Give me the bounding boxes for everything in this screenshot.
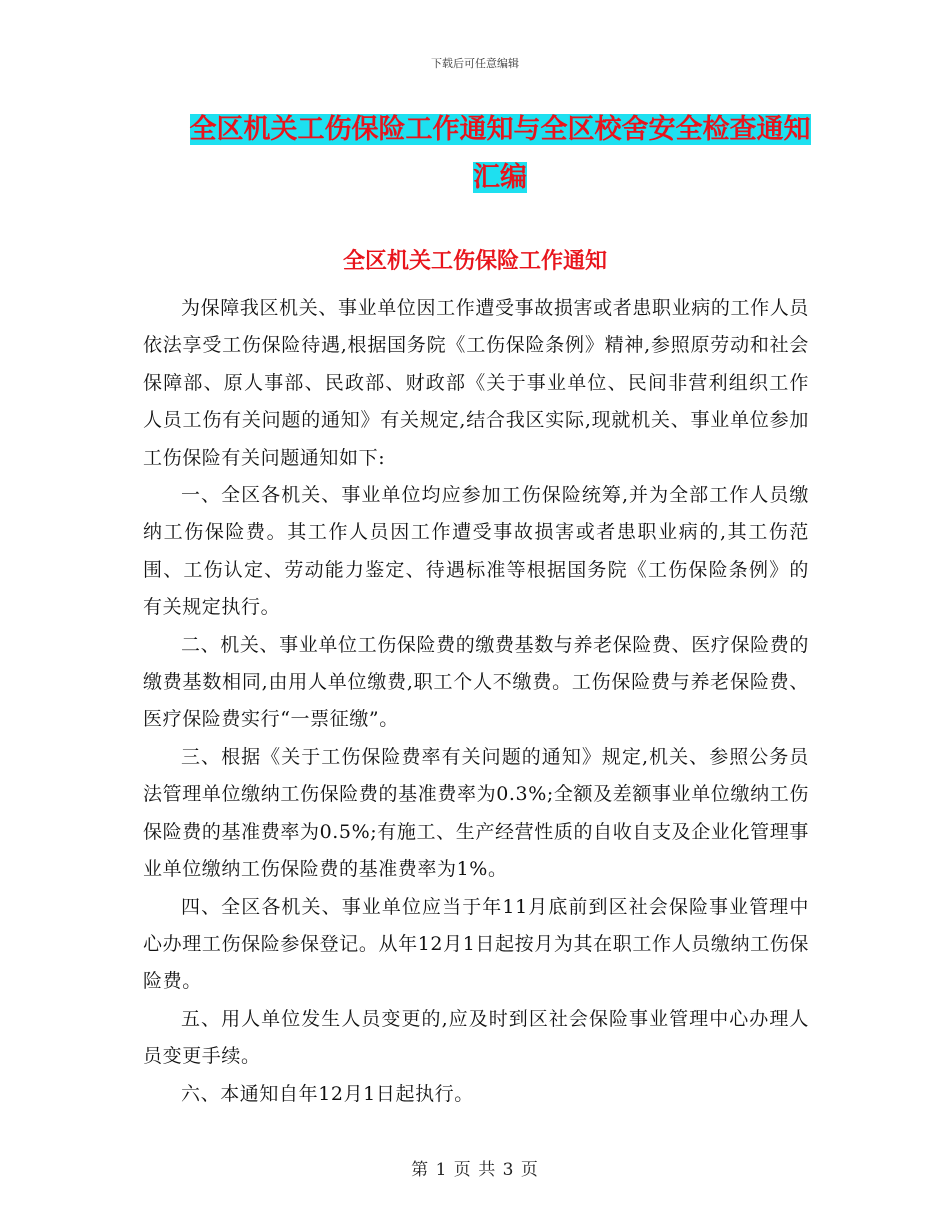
- page-header-note: 下载后可任意编辑: [431, 57, 519, 70]
- paragraph-item-4: 四、全区各机关、事业单位应当于年11月底前到区社会保险事业管理中心办理工伤保险参保登记。从年12月1日起按月为其在职工作人员缴纳工伤保险费。: [143, 895, 809, 993]
- section-title: 全区机关工伤保险工作通知: [342, 249, 607, 274]
- page-number-footer: 第 1 页 共 3 页: [411, 1160, 539, 1180]
- paragraph-item-2: 二、机关、事业单位工伤保险费的缴费基数与养老保险费、医疗保险费的缴费基数相同,由用人单位缴费,职工个人不缴费。工伤保险费与养老保险费、医疗保险费实行“一票征缴”。: [143, 633, 809, 731]
- document-title: [145, 106, 855, 202]
- paragraph-item-3: 三、根据《关于工伤保险费率有关问题的通知》规定,机关、参照公务员法管理单位缴纳工伤保险费的基准费率为0.3%;全额及差额事业单位缴纳工伤保险费的基准费率为0.5%;有施工、生产经营性质的自收自支及企业化管理事业单位缴纳工伤保险费的基准费率为1%。: [143, 745, 809, 881]
- paragraph-item-5: 五、用人单位发生人员变更的,应及时到区社会保险事业管理中心办理人员变更手续。: [143, 1007, 809, 1068]
- paragraph-intro: 为保障我区机关、事业单位因工作遭受事故损害或者患职业病的工作人员依法享受工伤保险待遇,根据国务院《工伤保险条例》精神,参照原劳动和社会保障部、原人事部、民政部、财政部《关于事业单位、民间非营利组织工作人员工伤有关问题的通知》有关规定,结合我区实际,现就机关、事业单位参加工伤保险有关问题通知如下:: [143, 297, 809, 469]
- paragraph-item-1: 一、全区各机关、事业单位均应参加工伤保险统筹,并为全部工作人员缴纳工伤保险费。其工作人员因工作遭受事故损害或者患职业病的,其工伤范围、工伤认定、劳动能力鉴定、待遇标准等根据国务院《工伤保险条例》的有关规定执行。: [143, 484, 809, 619]
- paragraph-item-6: 六、本通知自年12月1日起执行。: [181, 1082, 474, 1105]
- document-body: [143, 290, 809, 1113]
- document-title-line-1: 全区机关工伤保险工作通知与全区校舍安全检查通知: [189, 114, 811, 145]
- document-title-line-2: 汇编: [473, 162, 527, 193]
